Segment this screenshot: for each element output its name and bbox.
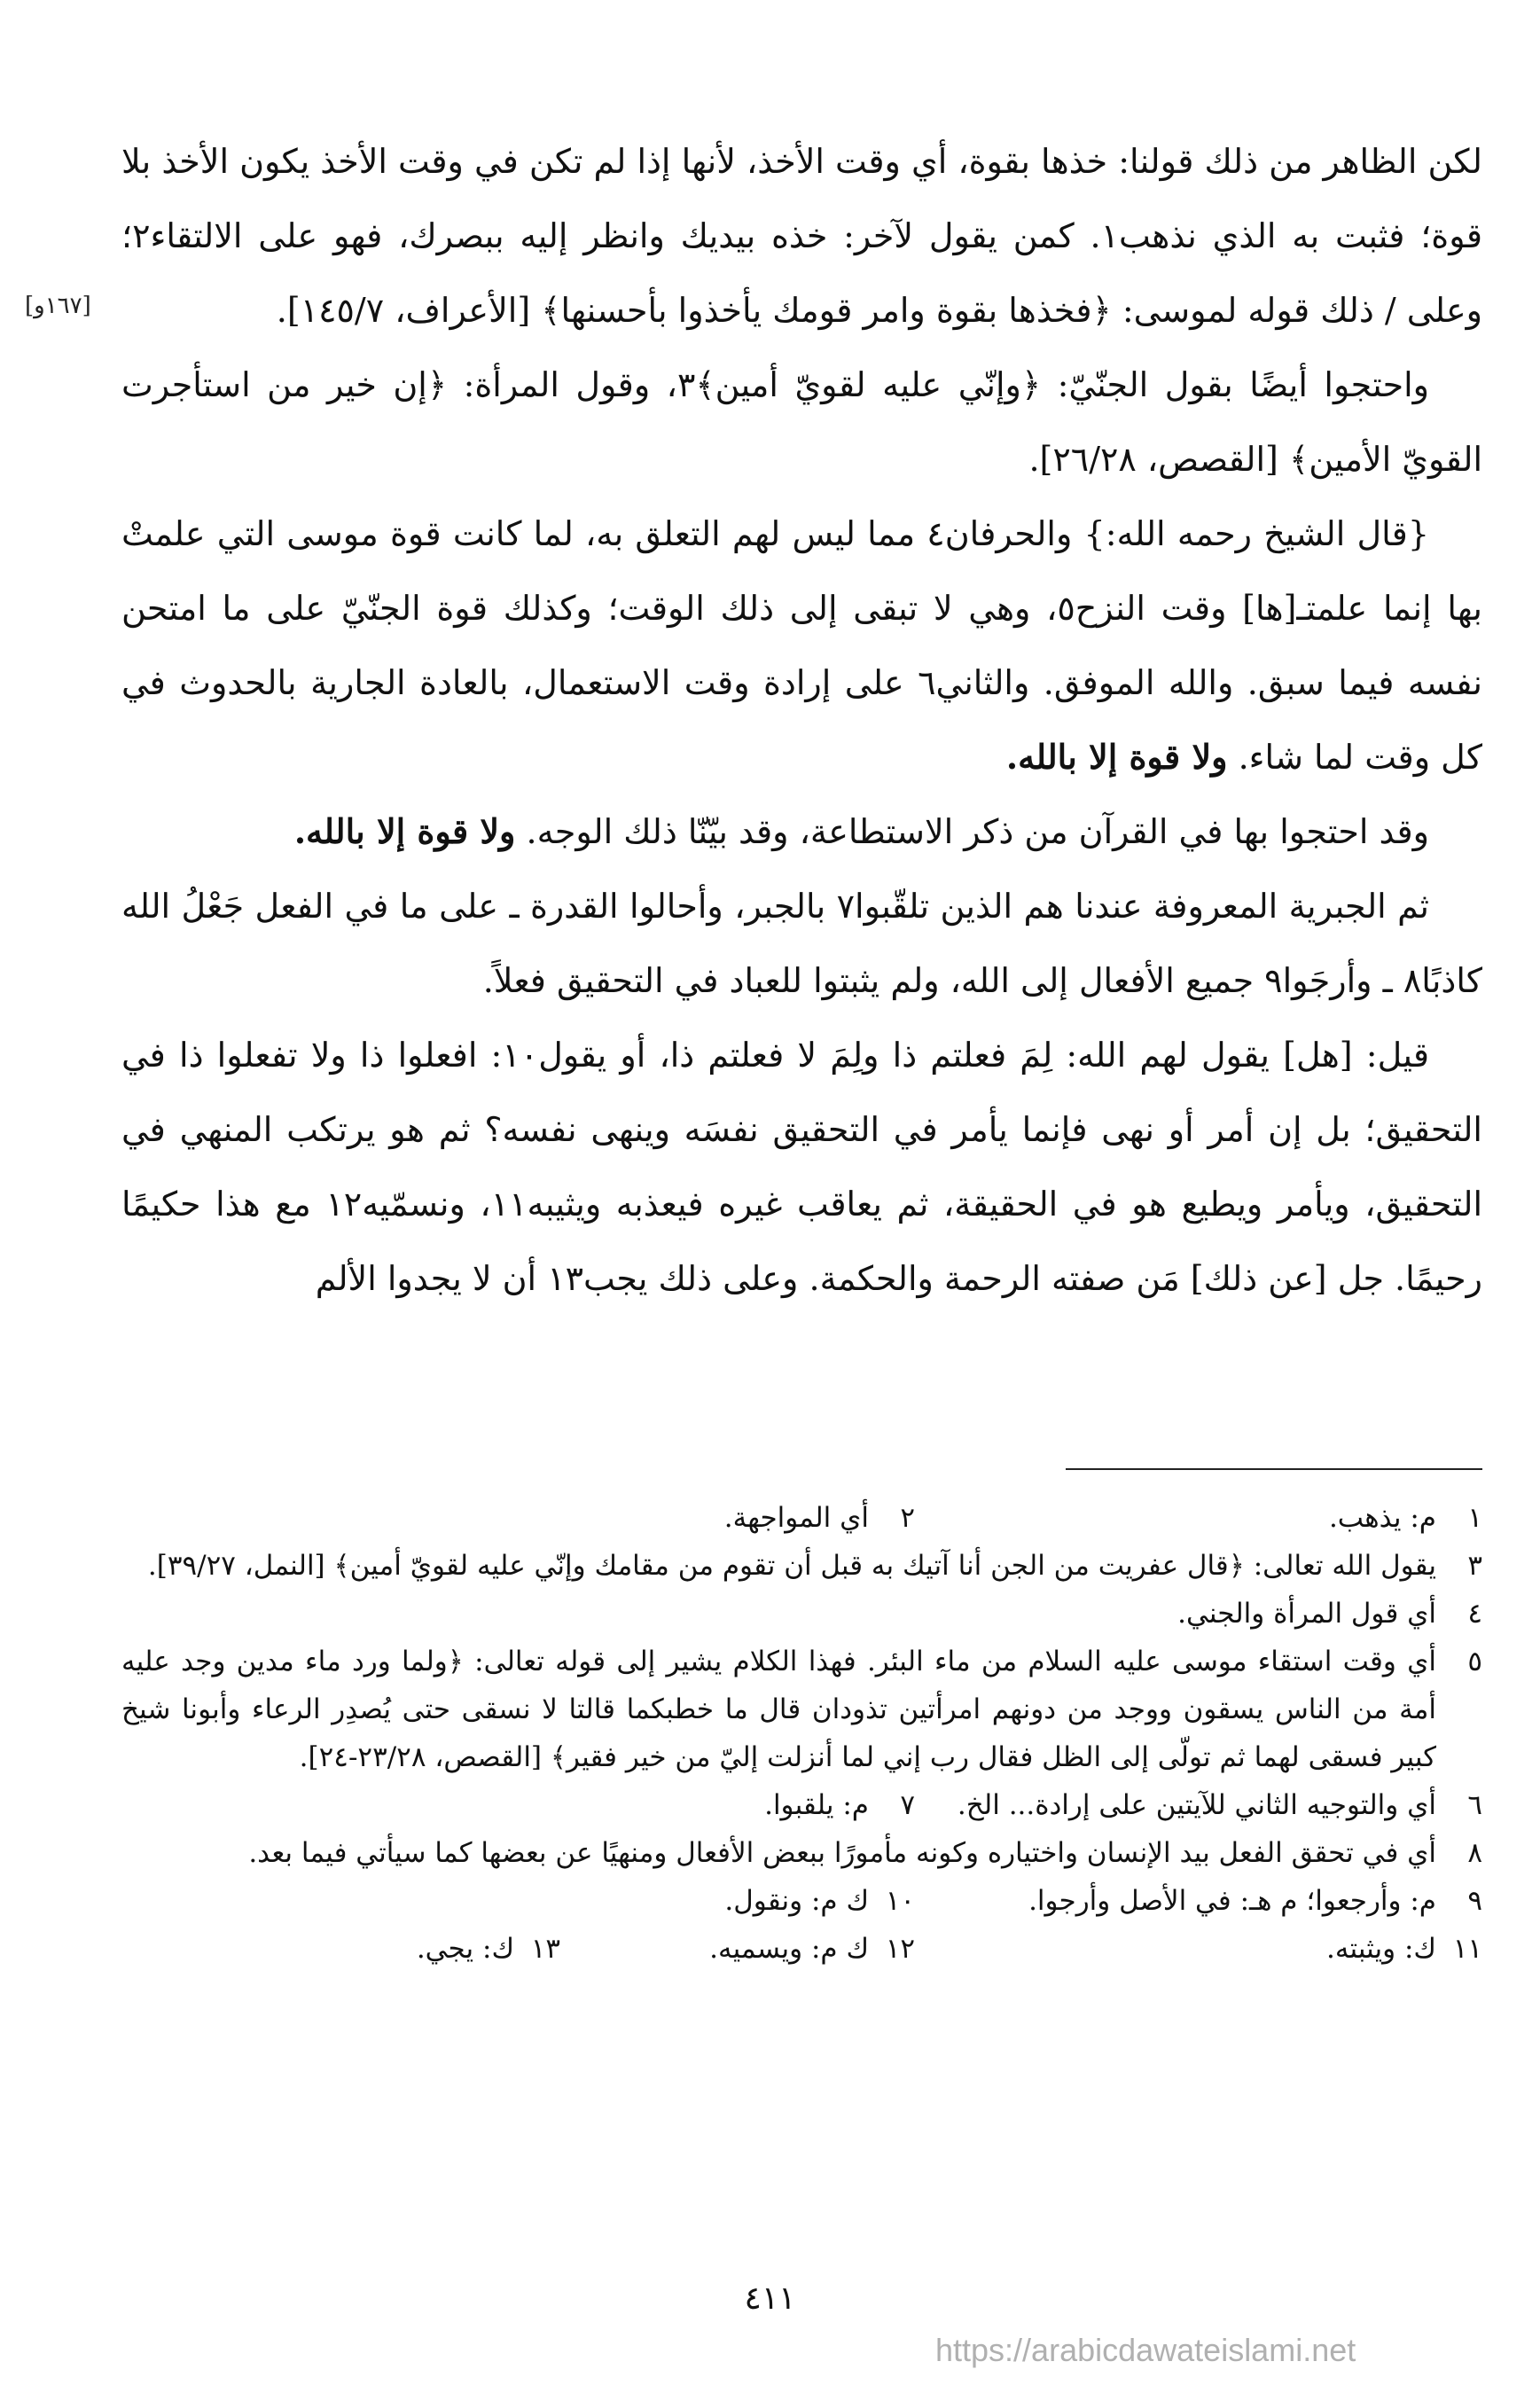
footnote-10 bbox=[724, 1877, 915, 1925]
footnote-number: ١٣ bbox=[530, 1933, 560, 1965]
bold-phrase-1: ولا قوة إلا بالله. bbox=[1005, 737, 1228, 777]
footnote-number: ٤ bbox=[1467, 1598, 1482, 1630]
footnote-row-6-7 bbox=[121, 1781, 1482, 1829]
footnote-7 bbox=[764, 1781, 915, 1829]
footnote-text: م: يلقبوا. bbox=[764, 1789, 869, 1821]
footnote-text: ك م: ونقول. bbox=[724, 1885, 869, 1917]
watermark-url: https://arabicdawateislami.net bbox=[935, 2332, 1356, 2368]
paragraph-3 bbox=[121, 497, 1482, 794]
footnote-8 bbox=[121, 1829, 1482, 1877]
footnote-divider bbox=[1066, 1468, 1482, 1470]
footnote-number: ١٠ bbox=[885, 1885, 915, 1917]
footnote-text: أي قول المرأة والجني. bbox=[1177, 1598, 1436, 1630]
main-text bbox=[121, 124, 1482, 1316]
footnote-number: ١١ bbox=[1452, 1933, 1482, 1965]
footnote-11 bbox=[915, 1925, 1482, 1973]
footnote-text: ك: يجي. bbox=[416, 1933, 514, 1965]
footnote-2 bbox=[724, 1494, 915, 1542]
footnote-text: أي والتوجيه الثاني للآيتين على إرادة... الخ. bbox=[957, 1789, 1436, 1821]
paragraph-3-text: {قال الشيخ رحمه الله:} والحرفان٤ مما ليس لهم التعلق به، لما كانت قوة موسى التي علمتْ بها إنما علمتـ[ها] وقت النزح٥، وهي لا تبقى إلى ذلك الوقت؛ وكذلك قوة الجنّيّ على ما امتحن نفسه فيما سبق. والله الموفق. والثاني٦ على إرادة وقت الاستعمال، بالعادة الجارية بالحدوث في كل وقت لما شاء. bbox=[121, 514, 1483, 777]
footnote-row-11-13 bbox=[121, 1925, 1482, 1973]
page-number: ٤١١ bbox=[744, 2280, 796, 2317]
footnote-number: ٧ bbox=[900, 1789, 915, 1821]
footnote-1 bbox=[915, 1494, 1482, 1542]
footnote-text: م: وأرجعوا؛ م هـ: في الأصل وأرجوا. bbox=[1028, 1885, 1436, 1917]
footnote-number: ٢ bbox=[900, 1502, 915, 1534]
paragraph-2: واحتجوا أيضًا بقول الجنّيّ: ﴿وإنّي عليه لقويّ أمين﴾٣، وقول المرأة: ﴿إن خير من استأجرت القويّ الأمين﴾ [القصص، ٢٦/٢٨]. bbox=[121, 365, 1482, 479]
footnote-text: ك م: ويسميه. bbox=[709, 1933, 869, 1965]
bold-phrase-2: ولا قوة إلا بالله. bbox=[293, 811, 516, 851]
footnote-6 bbox=[915, 1781, 1482, 1829]
footnote-13 bbox=[294, 1925, 560, 1973]
paragraph-1: لكن الظاهر من ذلك قولنا: خذها بقوة، أي وقت الأخذ، لأنها إذا لم تكن في وقت الأخذ يكون الأخذ بلا قوة؛ فثبت به الذي نذهب١. كمن يقول لآخر: خذه بيديك وانظر إليه ببصرك، فهو على الالتقاء٢؛ وعلى / ذلك قوله لموسى: ﴿فخذها بقوة وامر قومك يأخذوا بأحسنها﴾ [الأعراف، ١٤٥/٧]. bbox=[121, 142, 1483, 330]
footnote-3 bbox=[121, 1542, 1482, 1590]
footnote-number: ١ bbox=[1467, 1502, 1482, 1534]
footnote-12 bbox=[560, 1925, 915, 1973]
footnote-text: ك: ويثبته. bbox=[1326, 1933, 1436, 1965]
footnote-text: أي المواجهة. bbox=[723, 1502, 869, 1534]
footnote-number: ١٢ bbox=[885, 1933, 915, 1965]
footnote-number: ٩ bbox=[1467, 1885, 1482, 1917]
footnote-number: ٨ bbox=[1467, 1837, 1482, 1869]
paragraph-4-text: وقد احتجوا بها في القرآن من ذكر الاستطاعة، وقد بيّنّا ذلك الوجه. bbox=[526, 812, 1429, 851]
footnote-text: يقول الله تعالى: ﴿قال عفريت من الجن أنا آتيك به قبل أن تقوم من مقامك وإنّي عليه لقويّ أمين﴾ [النمل، ٣٩/٢٧]. bbox=[147, 1550, 1436, 1582]
footnote-number: ٣ bbox=[1467, 1550, 1482, 1582]
paragraph-5: ثم الجبرية المعروفة عندنا هم الذين تلقّبوا٧ بالجبر، وأحالوا القدرة ـ على ما في الفعل جَعْلُ الله كاذبًا٨ ـ وأرجَوا٩ جميع الأفعال إلى الله، ولم يثبتوا للعباد في التحقيق فعلاً. bbox=[121, 887, 1482, 1000]
footnote-text: م: يذهب. bbox=[1328, 1502, 1436, 1534]
footnote-row-1-2 bbox=[121, 1494, 1482, 1542]
manuscript-folio-marker: [١٦٧و] bbox=[25, 293, 91, 319]
footnote-5 bbox=[121, 1638, 1482, 1781]
paragraph-6: قيل: [هل] يقول لهم الله: لِمَ فعلتم ذا ولِمَ لا فعلتم ذا، أو يقول١٠: افعلوا ذا ولا تفعلوا ذا في التحقيق؛ بل إن أمر أو نهى فإنما يأمر في التحقيق نفسَه وينهى نفسه؟ ثم هو يرتكب المنهي في التحقيق، ويأمر ويطيع هو في الحقيقة، ثم يعاقب غيره فيعذبه ويثيبه١١، ونسمّيه١٢ مع هذا حكيمًا رحيمًا. جل [عن ذلك] مَن صفته الرحمة والحكمة. وعلى ذلك يجب١٣ أن لا يجدوا الألم bbox=[121, 1036, 1483, 1298]
footnote-text: أي في تحقق الفعل بيد الإنسان واختياره وكونه مأمورًا ببعض الأفعال ومنهيًا عن بعضها كما سيأتي فيما بعد. bbox=[248, 1837, 1436, 1869]
footnote-text: أي وقت استقاء موسى عليه السلام من ماء البئر. فهذا الكلام يشير إلى قوله تعالى: ﴿ولما ورد ماء مدين وجد عليه أمة من الناس يسقون ووجد من دونهم امرأتين تذودان قال ما خطبكما قالتا لا نسقى حتى يُصدِر الرعاء وأبونا شيخ كبير فسقى لهما ثم تولّى إلى الظل فقال رب إني لما أنزلت إليّ من خير فقير﴾ [القصص، ٢٣/٢٨-٢٤]. bbox=[121, 1646, 1436, 1773]
footnote-number: ٦ bbox=[1467, 1789, 1482, 1821]
footnote-4 bbox=[121, 1590, 1482, 1638]
paragraph-4 bbox=[121, 794, 1482, 869]
footnote-number: ٥ bbox=[1467, 1646, 1482, 1677]
footnotes bbox=[121, 1494, 1482, 1973]
footnote-row-9-10 bbox=[121, 1877, 1482, 1925]
footnote-9 bbox=[915, 1877, 1482, 1925]
